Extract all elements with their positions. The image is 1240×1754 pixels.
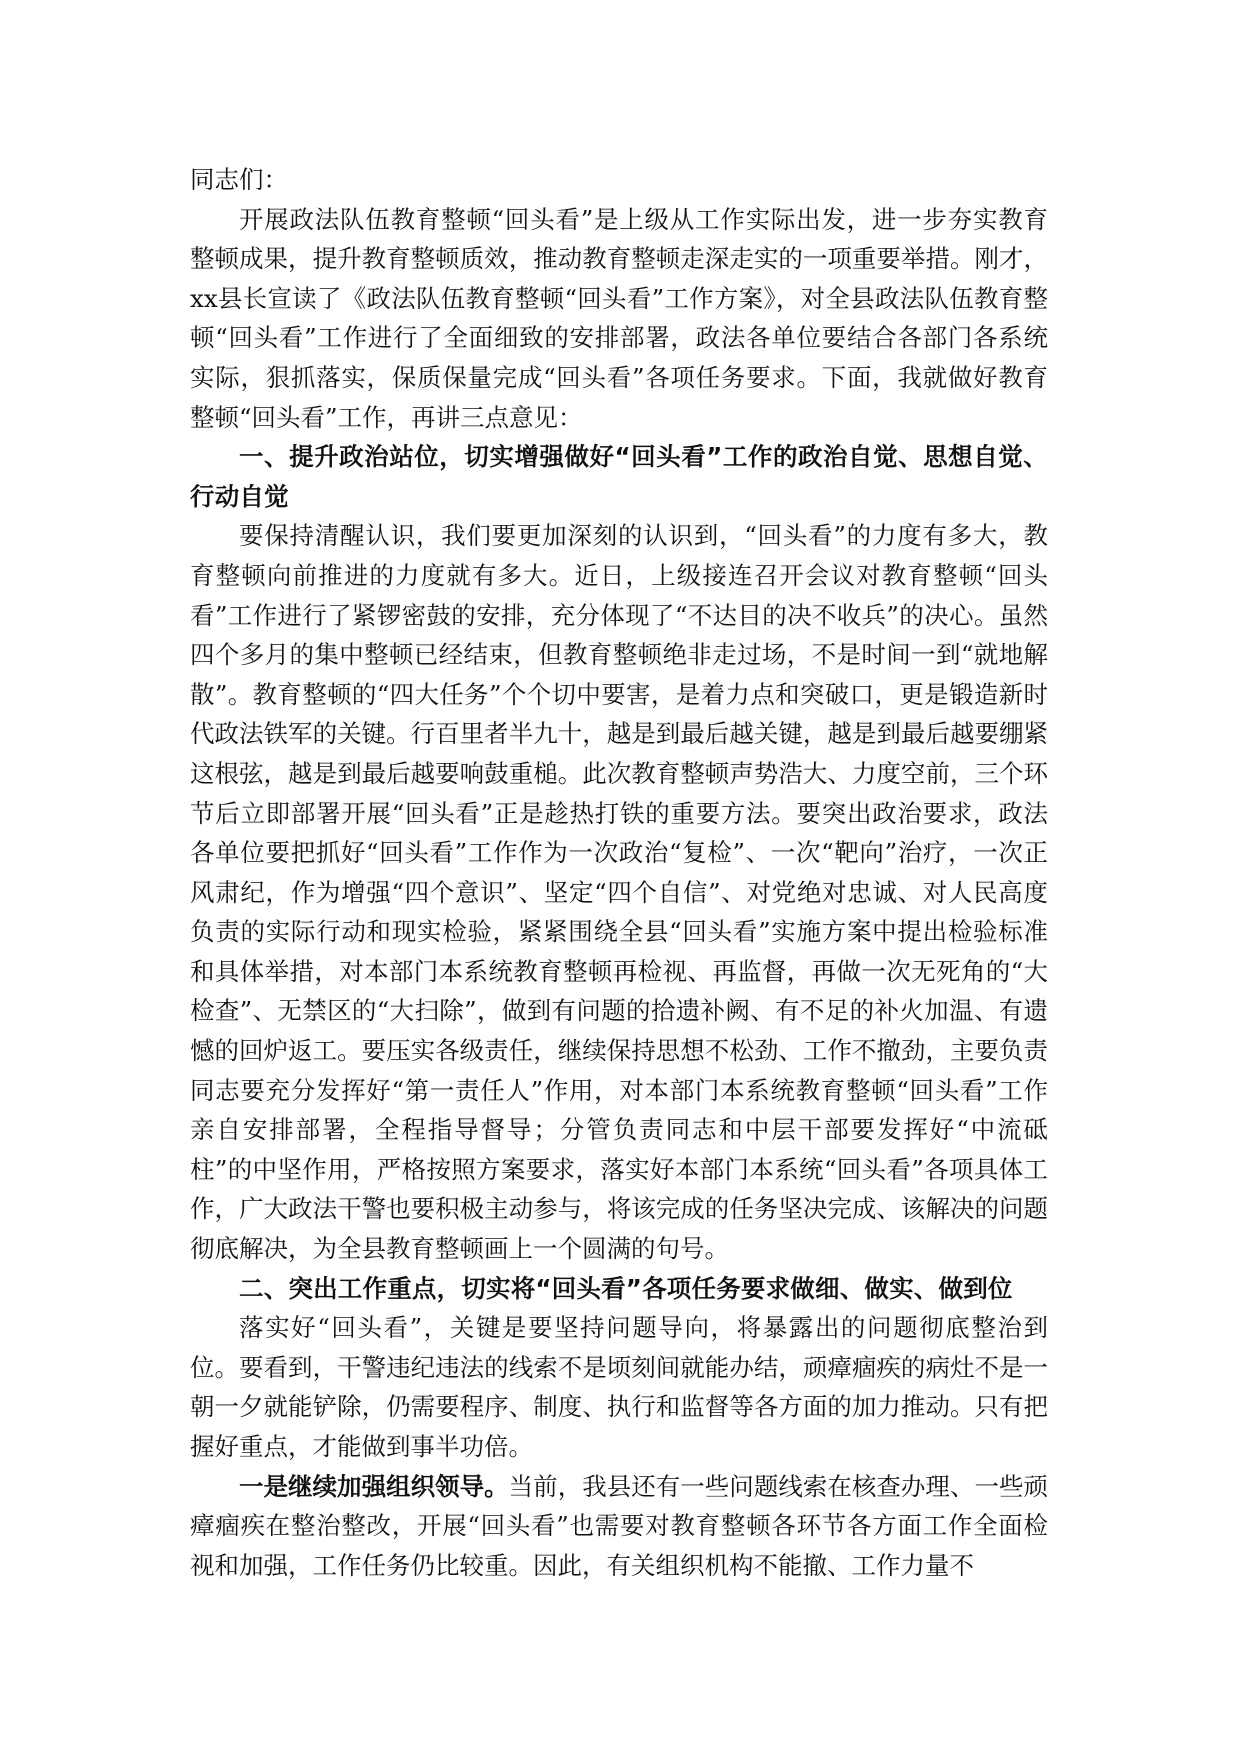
- salutation: 同志们：: [190, 165, 288, 194]
- point-1-lead: 一是继续加强组织领导。: [239, 1471, 509, 1501]
- section-1-body: 要保持清醒认识，我们要更加深刻的认识到，“回头看”的力度有多大，教育整顿向前推进的力度就有多大。近日，上级接连召开会议对教育整顿“回头看”工作进行了紧锣密鼓的安排，充分体现了“不达目的决不收兵”的决心。虽然四个多月的集中整顿已经结束，但教育整顿绝非走过场，不是时间一到“就地解散”。教育整顿的“四大任务”个个切中要害，是着力点和突破口，更是锻造新时代政法铁军的关键。行百里者半九十，越是到最后越关键，越是到最后越要绷紧这根弦，越是到最后越要响鼓重槌。此次教育整顿声势浩大、力度空前，三个环节后立即部署开展“回头看”正是趁热打铁的重要方法。要突出政治要求，政法各单位要把抓好“回头看”工作作为一次政治“复检”、一次“靶向”治疗，一次正风肃纪，作为增强“四个意识”、坚定“四个自信”、对党绝对忠诚、对人民高度负责的实际行动和现实检验，紧紧围绕全县“回头看”实施方案中提出检验标准和具体举措，对本部门本系统教育整顿再检视、再监督，再做一次无死角的“大检查”、无禁区的“大扫除”，做到有问题的拾遗补阙、有不足的补火加温、有遗憾的回炉返工。要压实各级责任，继续保持思想不松劲、工作不撤劲，主要负责同志要充分发挥好“第一责任人”作用，对本部门本系统教育整顿“回头看”工作亲自安排部署，全程指导督导；分管负责同志和中层干部要发挥好“中流砥柱”的中坚作用，严格按照方案要求，落实好本部门本系统“回头看”各项具体工作，广大政法干警也要积极主动参与，将该完成的任务坚决完成、该解决的问题彻底解决，为全县教育整顿画上一个圆满的句号。: [190, 521, 1048, 1264]
- intro-paragraph: 开展政法队伍教育整顿“回头看”是上级从工作实际出发，进一步夯实教育整顿成果，提升教育整顿质效，推动教育整顿走深走实的一项重要举措。刚才，xx县长宣读了《政法队伍教育整顿“回头看”工作方案》，对全县政法队伍教育整顿“回头看”工作进行了全面细致的安排部署，政法各单位要结合各部门各系统实际，狠抓落实，保质保量完成“回头看”各项任务要求。下面，我就做好教育整顿“回头看”工作，再讲三点意见：: [190, 204, 1048, 432]
- section-2-body: 落实好“回头看”，关键是要坚持问题导向，将暴露出的问题彻底整治到位。要看到，干警违纪违法的线索不是顷刻间就能办结，顽瘴痼疾的病灶不是一朝一夕就能铲除，仍需要程序、制度、执行和监督等各方面的加力推动。只有把握好重点，才能做到事半功倍。: [190, 1313, 1048, 1461]
- section-1-heading: 一、提升政治站位，切实增强做好“回头看”工作的政治自觉、思想自觉、行动自觉: [190, 442, 1048, 511]
- point-1-body: 当前，我县还有一些问题线索在核查办理、一些顽瘴痼疾在整治整改，开展“回头看”也需要对教育整顿各环节各方面工作全面检视和加强，工作任务仍比较重。因此，有关组织机构不能撤、工作力量不: [190, 1471, 1048, 1580]
- document-page: [190, 160, 1048, 1585]
- point-1-paragraph: [190, 1467, 1048, 1586]
- section-2-heading: 二、突出工作重点，切实将“回头看”各项任务要求做细、做实、做到位: [239, 1273, 1013, 1303]
